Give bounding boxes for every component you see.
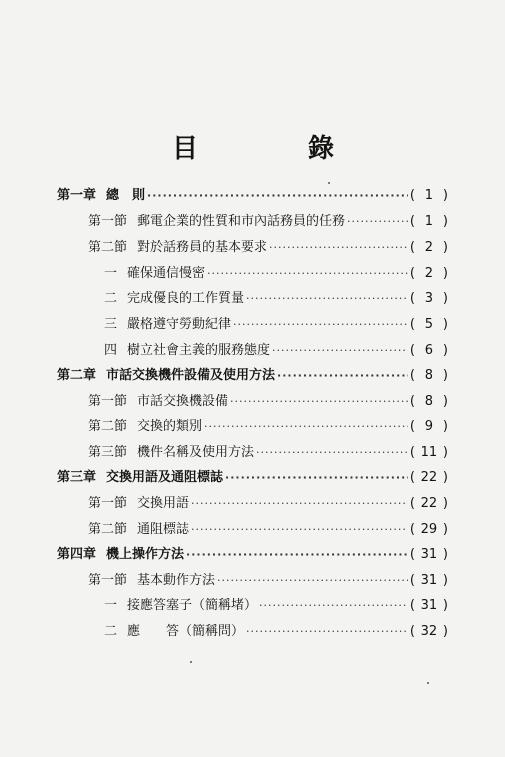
page-number: ( 22 ) <box>410 493 448 515</box>
page-number: ( 31 ) <box>410 595 448 617</box>
page-number-value: 2 <box>424 266 434 281</box>
toc-item-entry <box>104 263 448 285</box>
entry-title: 機件名稱及使用方法 <box>137 445 255 460</box>
toc-section-entry <box>88 391 448 413</box>
toc-item-entry <box>104 288 448 310</box>
entry-number: 第一節 <box>88 214 128 229</box>
scan-speck <box>328 182 330 184</box>
page-number: ( 6 ) <box>410 340 448 362</box>
entry-title: 交換用語及通阻標誌 <box>106 470 224 485</box>
dot-leader <box>217 570 408 592</box>
entry-title: 通阻標誌 <box>137 522 190 537</box>
page-number: ( 8 ) <box>410 391 448 413</box>
page-number: ( 5 ) <box>410 314 448 336</box>
entry-number: 二 <box>104 291 118 306</box>
toc-item-entry <box>104 340 448 362</box>
toc-section-entry <box>88 211 448 233</box>
page-number-value: 8 <box>424 394 434 409</box>
page-number: ( 9 ) <box>410 416 448 438</box>
page-number: ( 32 ) <box>410 621 448 643</box>
entry-number: 第一節 <box>88 573 128 588</box>
page-number: ( 1 ) <box>410 211 448 233</box>
page-number-value: 32 <box>420 624 438 639</box>
dot-leader <box>347 211 408 233</box>
entry-title: 市話交換機設備 <box>137 394 229 409</box>
entry-number: 第二節 <box>88 240 128 255</box>
toc-item-entry <box>104 595 448 617</box>
dot-leader <box>246 621 408 643</box>
title-char-1: 目 <box>172 134 199 164</box>
page-number-value: 1 <box>424 188 434 203</box>
entry-number: 第一節 <box>88 394 128 409</box>
toc-section-entry <box>88 570 448 592</box>
page-number: ( 11 ) <box>410 442 448 464</box>
entry-title: 交換用語 <box>137 496 190 511</box>
page-number: ( 3 ) <box>410 288 448 310</box>
toc-section-entry <box>88 442 448 464</box>
dot-leader <box>147 185 408 207</box>
toc-item-entry <box>104 314 448 336</box>
entry-title: 樹立社會主義的服務態度 <box>127 343 271 358</box>
page-number-value: 9 <box>424 419 434 434</box>
dot-leader <box>204 416 408 438</box>
page-number: ( 2 ) <box>410 263 448 285</box>
entry-number: 第二節 <box>88 419 128 434</box>
page-number: ( 29 ) <box>410 519 448 541</box>
entry-number: 第一章 <box>57 188 97 203</box>
dot-leader <box>230 391 408 413</box>
entry-title: 郵電企業的性質和市內話務員的任務 <box>137 214 346 229</box>
page-number-value: 5 <box>424 317 434 332</box>
scan-speck <box>427 682 429 684</box>
toc-chapter-entry <box>57 544 448 566</box>
toc-item-entry <box>104 621 448 643</box>
entry-title: 市話交換機件設備及使用方法 <box>106 368 276 383</box>
toc-chapter-entry <box>57 185 448 207</box>
page-number: ( 8 ) <box>410 365 448 387</box>
page-number-value: 8 <box>424 368 434 383</box>
page-number-value: 29 <box>420 522 438 537</box>
toc-chapter-entry <box>57 467 448 489</box>
entry-number: 第二章 <box>57 368 97 383</box>
page-number-value: 11 <box>420 445 438 460</box>
page-title <box>0 128 505 168</box>
entry-title: 確保通信慢密 <box>127 266 206 281</box>
entry-number: 第二節 <box>88 522 128 537</box>
dot-leader <box>225 467 408 489</box>
page-number: ( 31 ) <box>410 570 448 592</box>
entry-number: 一 <box>104 266 118 281</box>
dot-leader <box>269 237 408 259</box>
entry-number: 四 <box>104 343 118 358</box>
page-number-value: 22 <box>420 470 438 485</box>
entry-number: 三 <box>104 317 118 332</box>
page-number-value: 31 <box>420 573 438 588</box>
entry-title: 交換的類別 <box>137 419 203 434</box>
entry-title: 接應答塞子（簡稱堵） <box>127 598 258 613</box>
page-number: ( 2 ) <box>410 237 448 259</box>
page-number-value: 31 <box>420 598 438 613</box>
dot-leader <box>191 493 408 515</box>
toc-chapter-entry <box>57 365 448 387</box>
dot-leader <box>259 595 408 617</box>
page-number-value: 22 <box>420 496 438 511</box>
dot-leader <box>186 544 408 566</box>
entry-title: 嚴格遵守勞動紀律 <box>127 317 232 332</box>
title-char-2: 錄 <box>308 134 335 164</box>
dot-leader <box>272 340 408 362</box>
entry-number: 一 <box>104 598 118 613</box>
page-number-value: 3 <box>424 291 434 306</box>
entry-number: 第三章 <box>57 470 97 485</box>
entry-title: 對於話務員的基本要求 <box>137 240 268 255</box>
page-number-value: 1 <box>424 214 434 229</box>
entry-number: 第一節 <box>88 496 128 511</box>
page-number-value: 6 <box>424 343 434 358</box>
dot-leader <box>207 263 408 285</box>
page-number-value: 31 <box>420 547 438 562</box>
entry-title: 總 則 <box>106 188 146 203</box>
entry-number: 二 <box>104 624 118 639</box>
toc-section-entry <box>88 493 448 515</box>
dot-leader <box>277 365 408 387</box>
entry-title: 機上操作方法 <box>106 547 185 562</box>
scan-speck <box>190 661 192 663</box>
page-number: ( 1 ) <box>410 185 448 207</box>
toc-section-entry <box>88 416 448 438</box>
dot-leader <box>233 314 408 336</box>
page-number-value: 2 <box>424 240 434 255</box>
entry-title: 完成優良的工作質量 <box>127 291 245 306</box>
toc-section-entry <box>88 519 448 541</box>
entry-title: 基本動作方法 <box>137 573 216 588</box>
dot-leader <box>256 442 408 464</box>
entry-title: 應 答（簡稱問） <box>127 624 245 639</box>
entry-number: 第三節 <box>88 445 128 460</box>
dot-leader <box>191 519 408 541</box>
toc-section-entry <box>88 237 448 259</box>
entry-number: 第四章 <box>57 547 97 562</box>
dot-leader <box>246 288 408 310</box>
page-number: ( 31 ) <box>410 544 448 566</box>
page-number: ( 22 ) <box>410 467 448 489</box>
